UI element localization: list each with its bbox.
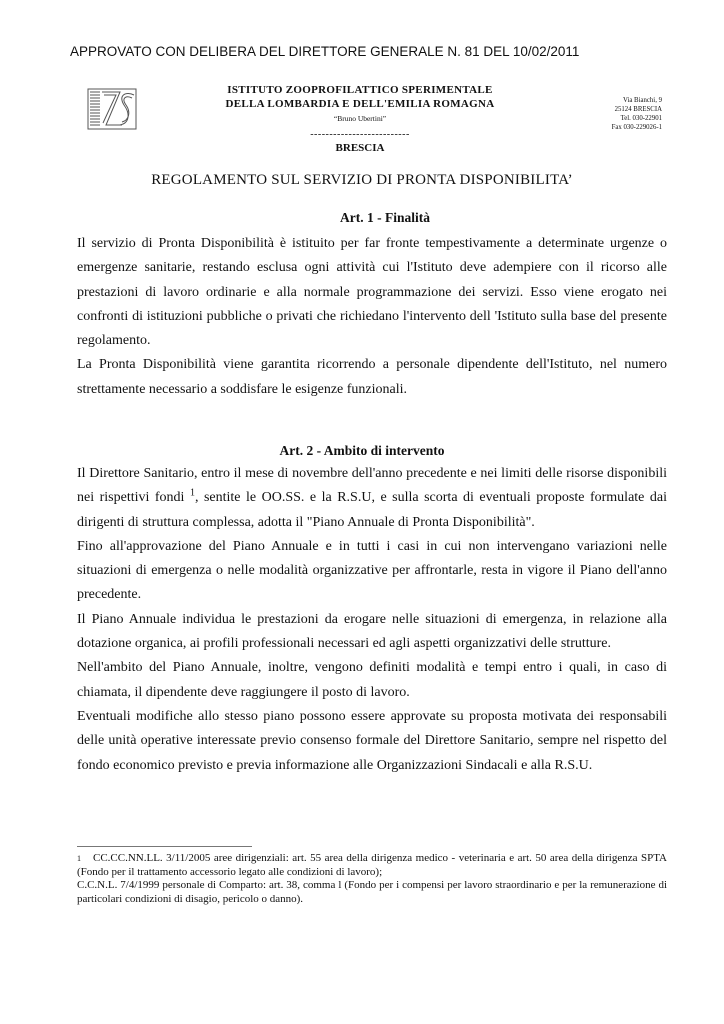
footnote-number: 1 xyxy=(77,854,81,863)
institute-name-line2: DELLA LOMBARDIA E DELL'EMILIA ROMAGNA xyxy=(225,98,495,110)
header-separator: -------------------------- xyxy=(310,129,410,140)
article-2-paragraph: Fino all'approvazione del Piano Annuale e in tutti i casi in cui non intervengano variazioni nelle situazioni di emergenza o nelle modalità organizzative per affrontarle, resta in vigore il Piano dell'anno precedente. xyxy=(77,538,667,603)
footnote-continuation: C.C.N.L. 7/4/1999 personale di Comparto: art. 38, comma l (Fondo per i compensi per lavoro straordinario e per la remunerazione di particolari condizioni di disagio, pericolo o danno). xyxy=(77,879,667,905)
document-title: REGOLAMENTO SUL SERVIZIO DI PRONTA DISPONIBILITA’ xyxy=(151,172,573,188)
article-2-text: Il Direttore Sanitario, entro il mese di novembre dell'anno precedente e nei limiti delle risorse disponibili nei rispettivi fondi xyxy=(77,466,667,506)
article-1-paragraph: Il servizio di Pronta Disponibilità è istituito per far fronte tempestivamente a determinate urgenze o emergenze sanitarie, restando esclusa ogni attività cui l'Istituto deve adempiere con il ricorso alle prestazioni di lavoro ordinarie e alla normale programmazione dei servizi. Esso viene erogato nei confronti di istituzioni pubbliche o privati che richiedano l'intervento dell 'Istituto sulla base del presente regolamento. xyxy=(77,236,667,349)
article-1-paragraph: La Pronta Disponibilità viene garantita ricorrendo a personale dipendente dell'Istituto, nel numero strettamente necessario a soddisfare le esigenze funzionali. xyxy=(77,357,667,397)
article-1-body xyxy=(77,232,667,402)
article-2-paragraph: Il Piano Annuale individua le prestazioni da erogare nelle situazioni di emergenza, in relazione alla dotazione organica, ai profili professionali necessari ed agli aspetti organizzativi delle strutture. xyxy=(77,611,667,652)
footnote-divider xyxy=(77,846,252,847)
article-2-heading: Art. 2 - Ambito di intervento xyxy=(279,443,445,458)
article-2-paragraph xyxy=(77,462,667,535)
approval-header: APPROVATO CON DELIBERA DEL DIRETTORE GENERALE N. 81 DEL 10/02/2011 xyxy=(70,44,580,59)
institute-city: BRESCIA xyxy=(335,142,385,154)
izs-logo-icon xyxy=(86,83,138,135)
article-2-body xyxy=(77,462,667,778)
address-city: 25124 BRESCIA xyxy=(614,106,662,113)
footnote-reference[interactable]: 1 xyxy=(189,487,195,499)
institute-header xyxy=(160,83,560,155)
footnotes xyxy=(77,852,667,906)
address-street: Via Bianchi, 9 xyxy=(622,97,662,104)
institute-address xyxy=(566,96,662,132)
article-1-heading: Art. 1 - Finalità xyxy=(340,210,430,225)
article-2-paragraph: Nell'ambito del Piano Annuale, inoltre, vengono definiti modalità e tempi entro i quali, in caso di chiamata, il dipendente deve raggiungere il posto di lavoro. xyxy=(77,660,667,700)
footnote-1 xyxy=(77,852,667,879)
address-fax: Fax 030-229026-1 xyxy=(611,124,662,131)
footnote-text: CC.CC.NN.LL. 3/11/2005 aree dirigenziali: art. 55 area della dirigenza medico - veterinaria e art. 50 area della dirigenza SPTA (Fondo per il trattamento accessorio legato alle condizioni di lavoro); xyxy=(77,852,667,878)
address-phone: Tel. 030-22901 xyxy=(620,115,662,122)
article-2-text: , sentite le OO.SS. e la R.S.U, e sulla scorta di eventuali proposte formulate dai dirigenti di struttura complessa, adotta il "Piano Annuale di Pronta Disponibilità". xyxy=(77,490,667,530)
institute-name-line1: ISTITUTO ZOOPROFILATTICO SPERIMENTALE xyxy=(227,84,493,96)
institute-dedication: “Bruno Ubertini” xyxy=(333,114,387,123)
article-2-paragraph: Eventuali modifiche allo stesso piano possono essere approvate su proposta motivata dei responsabili delle unità operative interessate previo consenso formale del Direttore Sanitario, sempre nel rispetto del fondo economico previsto e previa informazione alle Organizzazioni Sindacali e alla R.S.U. xyxy=(77,708,667,773)
